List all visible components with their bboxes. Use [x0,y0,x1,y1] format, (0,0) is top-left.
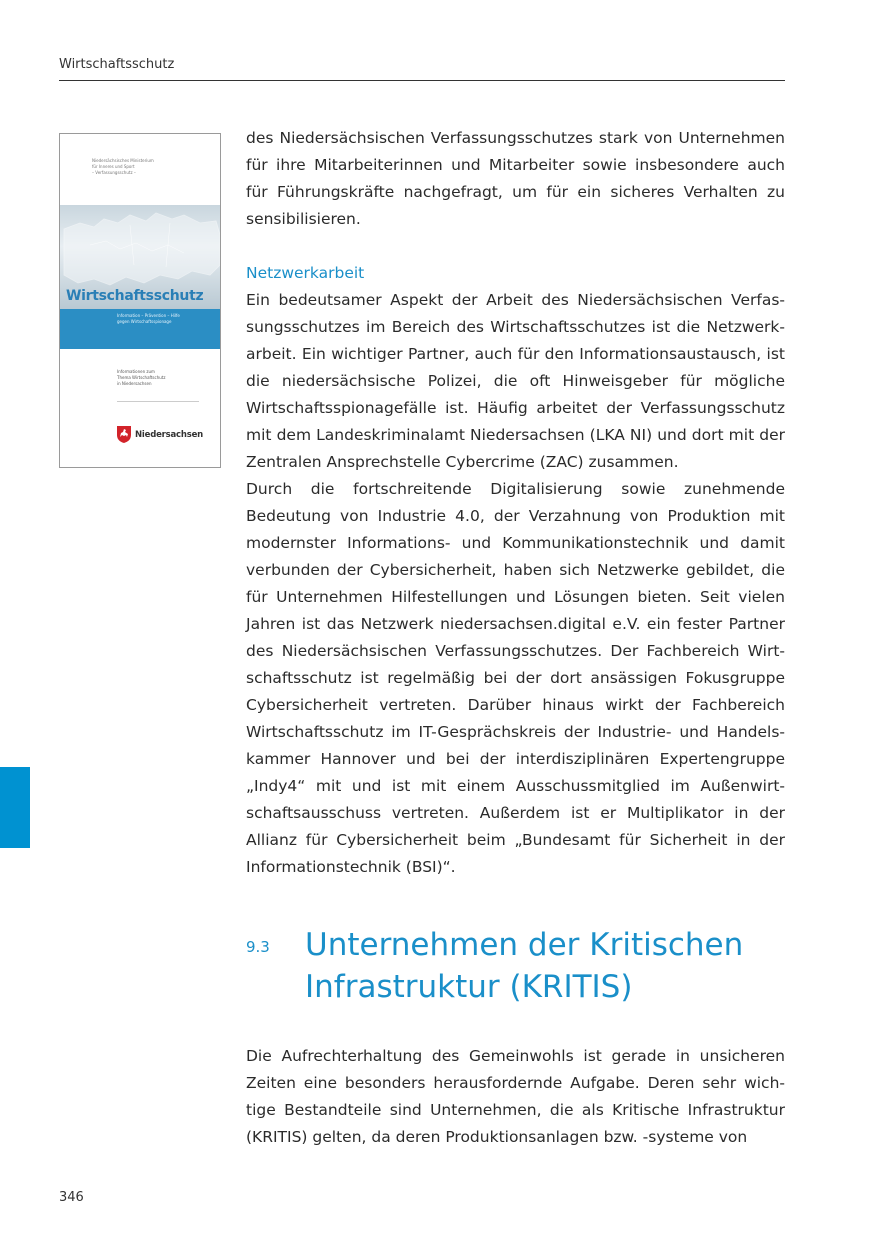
cover-subtitle: Information – Prävention – Hilfe gegen Wirtschaftsspionage [117,313,180,324]
cover-logo [117,426,203,443]
page-number: 346 [59,1190,84,1205]
cover-subtitle-strip [60,309,220,349]
subheading-netzwerkarbeit: Netzwerkarbeit [246,264,365,282]
digitalisation-paragraph: Durch die fortschreitende Digitalisierung sowie zunehmende Bedeutung von Industrie 4.0, der Verzahnung von Produktion mit modernster Informations- und Kommunikationstechnik und damit verbunden der Cybersicherheit, haben sich Netzwerke gebildet, die für Unternehmen Hilfestellungen und Lösungen bieten. Seit vielen Jahren ist das Netzwerk niedersachsen.digital e.V. ein fester Partner des Niedersächsischen Verfassungsschutzes. Der Fachbereich Wirtschaftsschutz ist regelmäßig bei der dort ansässigen Fokusgruppe Cybersicherheit vertreten. Darüber hinaus wirkt der Fachbereich Wirtschaftsschutz im IT-Gesprächskreis der Industrie- und Handelskammer Hannover und bei der interdisziplinären Expertengruppe „Indy4“ mit und ist mit einem Ausschussmitglied im Außenwirtschaftsausschuss vertreten. Außerdem ist er Multiplikator in der Allianz für Cybersicherheit beim „Bundesamt für Sicherheit in der Informationstechnik (BSI)“. [246,480,785,876]
cover-title: Wirtschaftsschutz [66,288,204,304]
niedersachsen-crest-icon [117,426,131,443]
brochure-cover-image [59,133,221,468]
kritis-paragraph: Die Aufrechterhaltung des Gemeinwohls ist gerade in unsicheren Zeiten eine besonders herausfordernde Aufgabe. Deren sehr wichtige Bestandteile sind Unternehmen, die als Kritische Infrastruktur (KRITIS) gelten, da deren Produktionsanlagen bzw. -systeme von [246,1047,785,1146]
chapter-side-tab [0,767,30,848]
header-rule [59,80,785,81]
cover-logo-text: Niedersachsen [135,429,203,440]
cover-info-text: Informationen zum Thema Wirtschaftschutz in Niedersachsen [117,369,166,386]
section-number: 9.3 [246,938,270,956]
running-head-title: Wirtschaftsschutz [59,57,175,72]
intro-paragraph: des Niedersächsischen Verfassungsschutzes stark von Unternehmen für ihre Mitarbeiterinnen und Mitarbeiter sowie insbesondere auch für Führungskräfte nachgefragt, um für ein sicheres Verhalten zu sensibilisieren. [246,129,785,228]
network-paragraph: Ein bedeutsamer Aspekt der Arbeit des Niedersächsischen Verfassungsschutzes im Bereich des Wirtschaftsschutzes ist die Netzwerkarbeit. Ein wichtiger Partner, auch für den Informationsaustausch, ist die niedersächsische Polizei, die oft Hinweisgeber für mögliche Wirtschaftsspionagefälle ist. Häufig arbeitet der Verfassungsschutz mit dem Landeskriminalamt Niedersachsen (LKA NI) und dort mit der Zentralen Ansprechstelle Cybercrime (ZAC) zusammen. [246,291,785,471]
cover-ministry-text: Niedersächsisches Ministerium für Inneres und Sport – Verfassungsschutz – [92,158,154,175]
section-title: Unternehmen der Kritischen Infrastruktur (KRITIS) [305,927,744,1005]
cover-divider [117,401,199,402]
